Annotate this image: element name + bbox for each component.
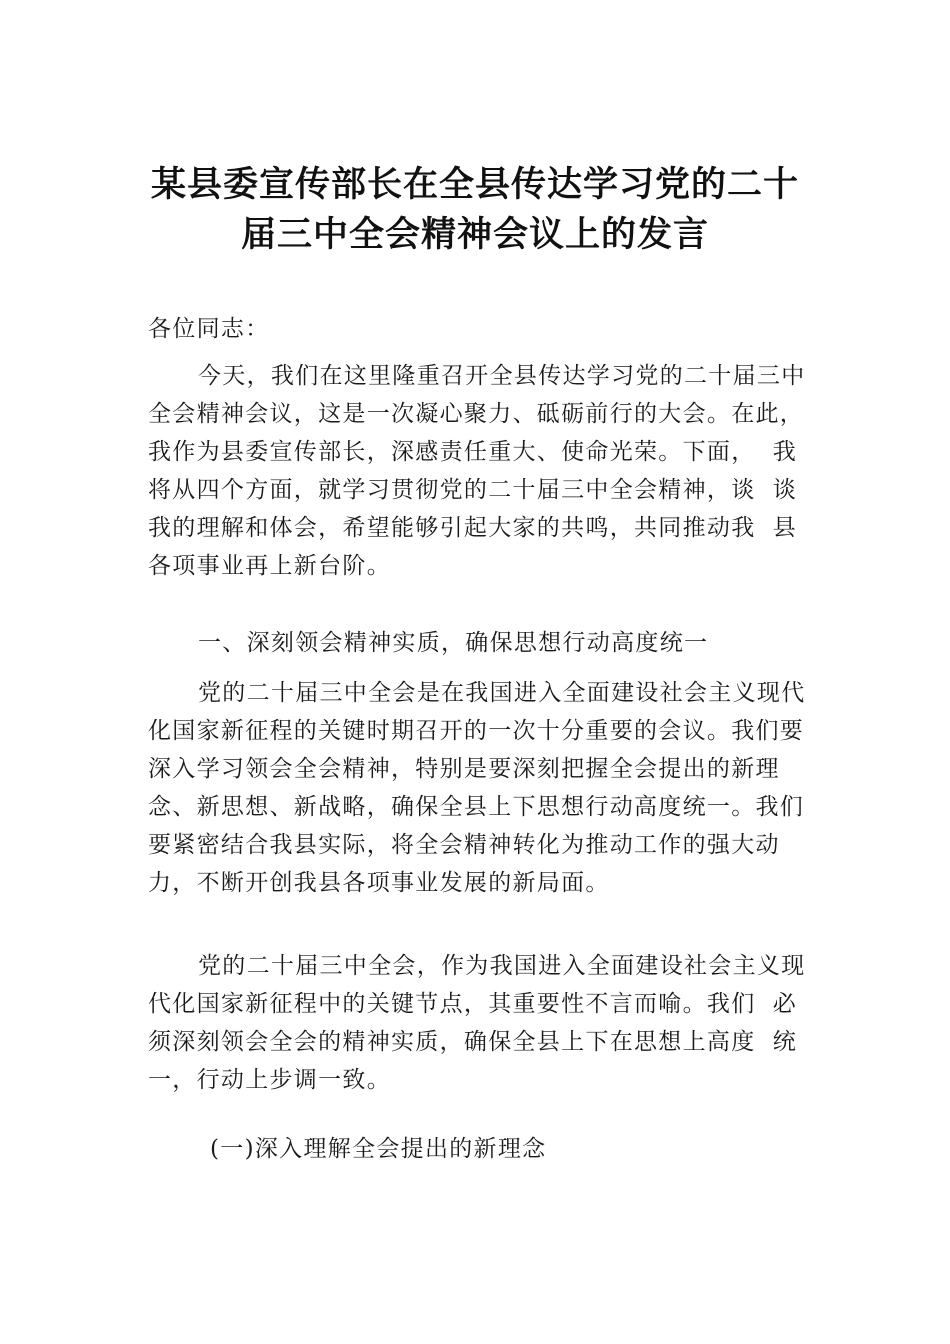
paragraph-section-1b: 党的二十届三中全会，作为我国进入全面建设社会主义现代化国家新征程中的关键节点，其重要性不言而喻。我们 必须深刻领会全会的精神实质，确保全县上下在思想上高度 统一，行动上步调一致。	[148, 953, 806, 1093]
section-heading-1: 一、深刻领会精神实质，确保思想行动高度统一	[198, 630, 709, 656]
title-line-2: 届三中全会精神会议上的发言	[240, 215, 709, 255]
subheading-1: (一)深入理解全会提出的新理念	[210, 1136, 547, 1162]
title-line-1: 某县委宣传部长在全县传达学习党的二十	[150, 165, 799, 205]
paragraph-section-1a: 党的二十届三中全会是在我国进入全面建设社会主义现代化国家新征程的关键时期召开的一次十分重要的会议。我们要深入学习领会全会精神，特别是要深刻把握全会提出的新理念、新思想、新战略，确保全县上下思想行动高度统一。我们要紧密结合我县实际，将全会精神转化为推动工作的强大动力，不断开创我县各项事业发展的新局面。	[148, 680, 806, 896]
document-title	[120, 160, 830, 260]
salutation: 各位同志：	[148, 316, 270, 342]
paragraph-intro: 今天，我们在这里隆重召开全县传达学习党的二十届三中全会精神会议，这是一次凝心聚力、砥砺前行的大会。在此，我作为县委宣传部长，深感责任重大、使命光荣。下面， 我将从四个方面，就学习贯彻党的二十届三中全会精神，谈 谈我的理解和体会，希望能够引起大家的共鸣，共同推动我 县各项事业再上新台阶。	[148, 363, 806, 579]
